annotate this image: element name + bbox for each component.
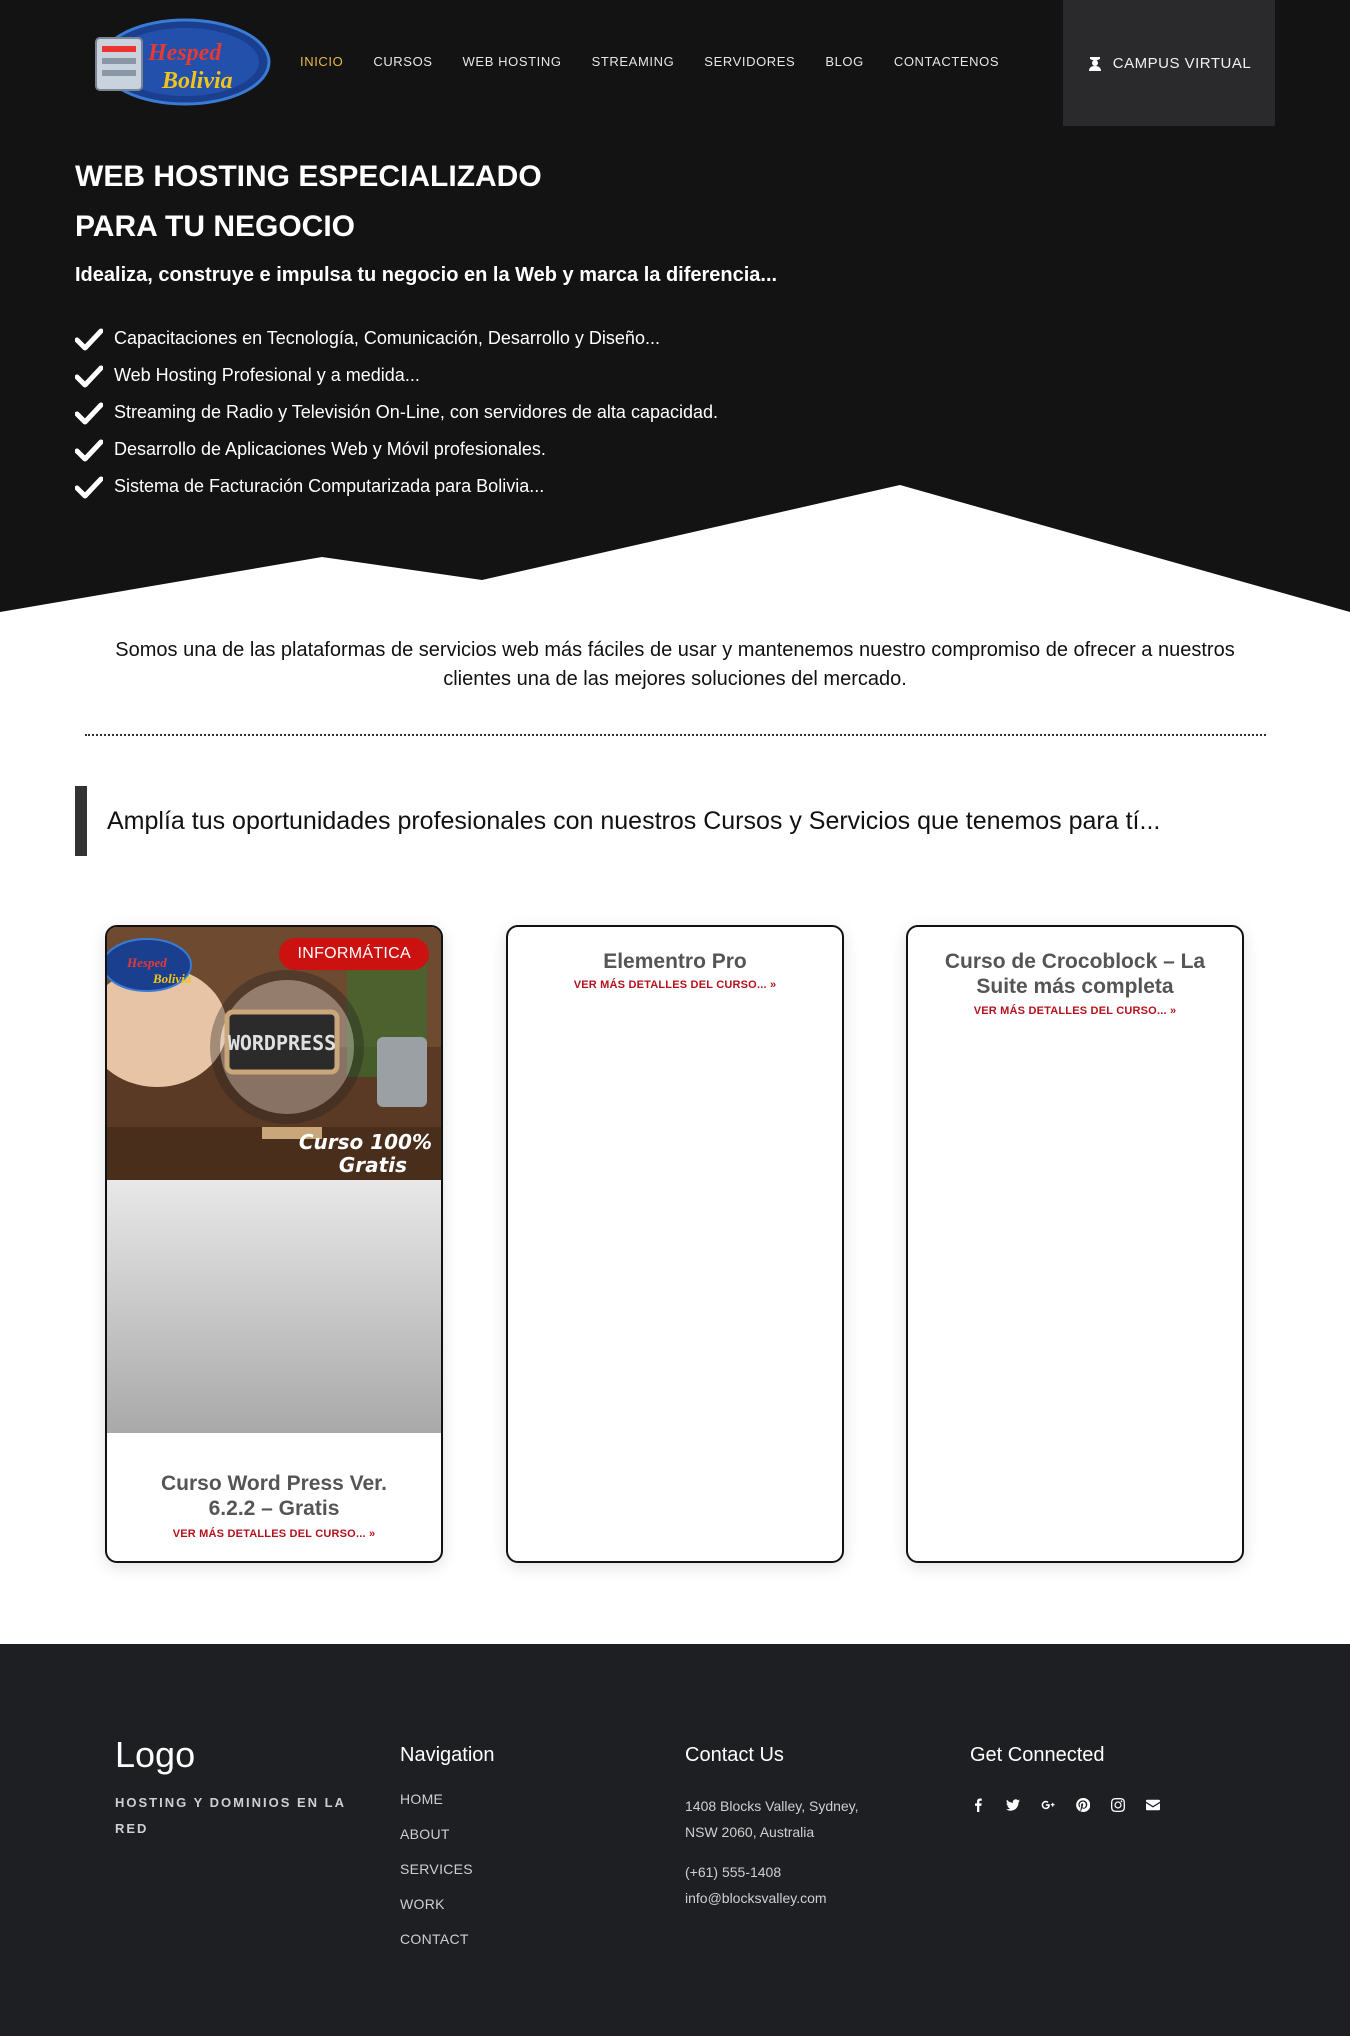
course-card[interactable] (105, 925, 443, 1563)
footer-email[interactable]: info@blocksvalley.com (685, 1890, 827, 1906)
check-icon (75, 327, 103, 351)
nav-web-hosting[interactable]: WEB HOSTING (462, 54, 562, 69)
course-title-line1: Curso Word Press Ver. (160, 1472, 388, 1495)
course-card[interactable] (506, 925, 844, 1563)
feature-text: Web Hosting Profesional y a medida... (114, 365, 420, 385)
section-heading-text: Amplía tus oportunidades profesionales con nuestros Cursos y Servicios que tenemos para tí... (107, 806, 1161, 835)
footer-nav-list (400, 1791, 495, 1966)
footer-tagline: HOSTING Y DOMINIOS EN LA RED (115, 1795, 346, 1836)
feature-item (75, 394, 718, 431)
main-nav (300, 54, 1029, 69)
pinterest-icon[interactable] (1075, 1797, 1091, 1813)
footer-social-heading: Get Connected (970, 1744, 1105, 1766)
course-details-link[interactable]: VER MÁS DETALLES DEL CURSO... » (172, 1528, 376, 1540)
footer-contact (685, 1734, 859, 1911)
footer-navigation (400, 1734, 495, 1966)
footer-nav-heading: Navigation (400, 1744, 495, 1766)
hero-subtitle: Idealiza, construye e impulsa tu negocio en la Web y marca la diferencia... (75, 264, 778, 286)
course-title[interactable] (518, 949, 832, 974)
intro-text: Somos una de las plataformas de servicios web más fáciles de usar y mantenemos nuestro compromiso de ofrecer a nuestros clientes una de las mejores soluciones del mercado. (115, 639, 1235, 690)
section-heading (75, 786, 1160, 856)
feature-item (75, 357, 718, 394)
footer-social (970, 1734, 1161, 1813)
course-card[interactable] (906, 925, 1244, 1563)
footer-contact-info (685, 1793, 859, 1911)
hero-title (75, 152, 542, 252)
hero-title-line2: PARA TU NEGOCIO (75, 210, 356, 243)
course-card-placeholder (107, 1180, 441, 1433)
course-title-line1: Elementro Pro (603, 950, 747, 973)
category-badge[interactable]: INFORMÁTICA (279, 938, 429, 970)
address-line1: 1408 Blocks Valley, Sydney, (685, 1798, 859, 1814)
course-details-link[interactable]: VER MÁS DETALLES DEL CURSO... » (973, 1005, 1177, 1017)
site-footer (0, 1644, 1350, 2036)
footer-phone[interactable]: (+61) 555-1408 (685, 1864, 782, 1880)
course-title[interactable] (117, 1471, 431, 1521)
feature-text: Capacitaciones en Tecnología, Comunicación, Desarrollo y Diseño... (114, 328, 660, 348)
email-icon[interactable] (1145, 1797, 1161, 1813)
campus-virtual-label: CAMPUS VIRTUAL (1112, 54, 1252, 72)
campus-virtual-button[interactable] (1063, 0, 1275, 126)
hero-divider-shape (0, 470, 1350, 615)
svg-text:Hesped: Hesped (127, 955, 167, 970)
course-details-link[interactable]: VER MÁS DETALLES DEL CURSO... » (573, 979, 777, 991)
twitter-icon[interactable] (1005, 1797, 1021, 1813)
feature-item (75, 431, 718, 468)
footer-link-contact[interactable]: CONTACT (400, 1931, 469, 1947)
footer-link-services[interactable]: SERVICES (400, 1861, 473, 1877)
footer-brand (115, 1734, 355, 1842)
svg-text:Bolivia: Bolivia (162, 68, 233, 94)
svg-text:Gratis: Gratis (338, 1153, 407, 1177)
social-icons (970, 1797, 1161, 1813)
footer-phone-email (685, 1859, 859, 1911)
svg-text:Hesped: Hesped (148, 40, 222, 66)
nav-blog[interactable]: BLOG (825, 54, 864, 69)
check-icon (75, 401, 103, 425)
user-graduate-icon (1087, 55, 1103, 71)
instagram-icon[interactable] (1110, 1797, 1126, 1813)
nav-servidores[interactable]: SERVIDORES (704, 54, 796, 69)
footer-link-home[interactable]: HOME (400, 1791, 444, 1807)
nav-contactenos[interactable]: CONTACTENOS (893, 54, 1000, 69)
course-title[interactable] (918, 949, 1232, 999)
feature-text: Streaming de Radio y Televisión On-Line, con servidores de alta capacidad. (114, 402, 719, 422)
svg-text:WORDPRESS: WORDPRESS (227, 1031, 337, 1055)
course-title-line1: Curso de Crocoblock – La (944, 950, 1206, 973)
svg-text:Curso 100%: Curso 100% (298, 1130, 432, 1154)
check-icon (75, 364, 103, 388)
feature-text: Sistema de Facturación Computarizada para Bolivia... (114, 476, 545, 496)
footer-contact-heading: Contact Us (685, 1744, 784, 1766)
facebook-icon[interactable] (970, 1797, 986, 1813)
address-line2: NSW 2060, Australia (685, 1824, 815, 1840)
footer-link-work[interactable]: WORK (400, 1896, 445, 1912)
course-title-line2: Suite más completa (976, 975, 1174, 998)
site-logo[interactable] (90, 14, 272, 110)
svg-text:Bolivia: Bolivia (153, 971, 192, 986)
google-plus-icon[interactable] (1040, 1797, 1056, 1813)
feature-text: Desarrollo de Aplicaciones Web y Móvil profesionales. (114, 439, 546, 459)
nav-streaming[interactable]: STREAMING (591, 54, 675, 69)
dotted-divider (85, 734, 1266, 736)
footer-address (685, 1793, 859, 1845)
course-title-line2: 6.2.2 – Gratis (208, 1497, 340, 1520)
nav-inicio[interactable]: INICIO (300, 54, 344, 69)
footer-link-about[interactable]: ABOUT (400, 1826, 450, 1842)
feature-item (75, 320, 718, 357)
nav-cursos[interactable]: CURSOS (373, 54, 433, 69)
hero-title-line1: WEB HOSTING ESPECIALIZADO (75, 160, 542, 193)
footer-logo[interactable]: Logo (115, 1734, 196, 1775)
check-icon (75, 438, 103, 462)
